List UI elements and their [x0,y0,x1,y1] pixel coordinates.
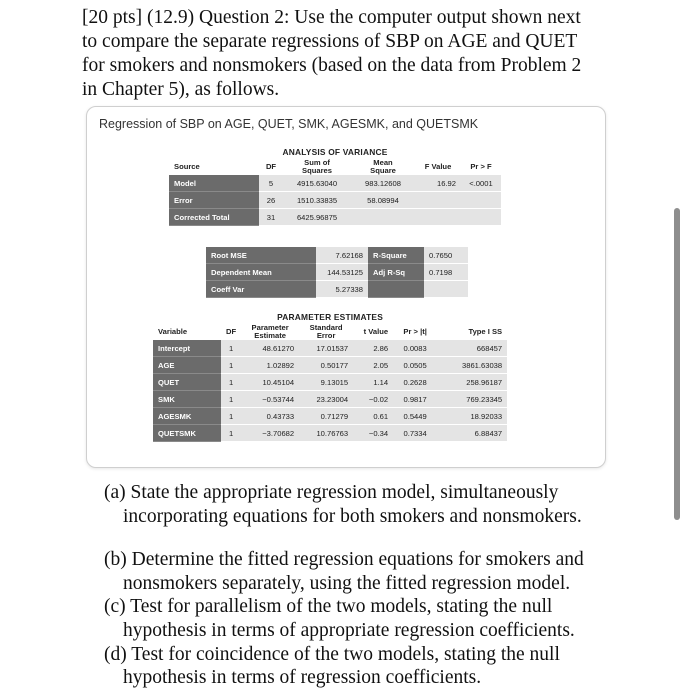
params-se: 23.23004 [299,391,353,408]
fit-label [368,281,424,298]
question-parts [104,481,644,690]
params-p: 0.7334 [393,425,437,442]
params-df: 1 [221,340,241,357]
params-df: 1 [221,374,241,391]
anova-ss: 4915.63040 [283,175,351,192]
params-p: 0.5449 [393,408,437,425]
params-t: 2.05 [353,357,393,374]
params-df: 1 [221,408,241,425]
question-line: [20 pts] (12.9) Question 2: Use the computer output shown next [82,7,581,28]
anova-header-p: Pr > F [461,159,501,175]
fit-value: 144.53125 [316,264,368,281]
anova-ss: 1510.33835 [283,192,351,209]
fit-statistics-table [206,247,468,298]
params-ss: 769.23345 [437,391,507,408]
anova-header-ss: Sum of Squares [283,159,351,175]
anova-caption: ANALYSIS OF VARIANCE [282,147,388,157]
params-header-df: DF [221,324,241,340]
params-variable: Intercept [153,340,221,357]
anova-ss: 6425.96875 [283,209,351,226]
params-t: −0.34 [353,425,393,442]
params-row [153,357,507,374]
fit-label: Root MSE [206,247,316,264]
vertical-scrollbar[interactable] [674,208,680,520]
anova-df: 31 [259,209,283,226]
anova-df: 26 [259,192,283,209]
params-p: 0.2628 [393,374,437,391]
part-c-line: (c) Test for parallelism of the two models, stating the null [104,596,553,618]
part-b-line: nonsmokers separately, using the fitted regression model. [123,572,571,594]
params-t: −0.02 [353,391,393,408]
anova-header-source: Source [169,159,259,175]
anova-row [169,192,501,209]
params-se: 17.01537 [299,340,353,357]
params-p: 0.0505 [393,357,437,374]
params-header-t: t Value [353,324,393,340]
params-df: 1 [221,391,241,408]
part-b [104,548,644,595]
anova-header-row [169,159,501,175]
fit-label: R-Square [368,247,424,264]
params-se: 9.13015 [299,374,353,391]
question-line: for smokers and nonsmokers (based on the data from Problem 2 [82,55,582,76]
params-estimate: 1.02892 [241,357,299,374]
params-caption: PARAMETER ESTIMATES [277,312,383,322]
params-estimate: 10.45104 [241,374,299,391]
params-variable: AGE [153,357,221,374]
question-text [82,6,642,102]
anova-row [169,209,501,226]
params-header-ss: Type I SS [437,324,507,340]
part-c-line: hypothesis in terms of appropriate regression coefficients. [123,619,575,641]
params-header-estimate: Parameter Estimate [241,324,299,340]
anova-f [415,192,461,209]
params-ss: 18.92033 [437,408,507,425]
fit-label: Adj R-Sq [368,264,424,281]
anova-ms [351,209,415,226]
params-variable: SMK [153,391,221,408]
params-ss: 6.88437 [437,425,507,442]
anova-df: 5 [259,175,283,192]
anova-f [415,209,461,226]
params-se: 10.76763 [299,425,353,442]
params-ss: 3861.63038 [437,357,507,374]
fit-value [424,281,468,298]
params-header-se: Standard Error [299,324,353,340]
anova-table [169,147,501,226]
anova-header-ms: Mean Square [351,159,415,175]
anova-source: Corrected Total [169,209,259,226]
anova-row [169,175,501,192]
anova-ms: 983.12608 [351,175,415,192]
params-header-row [153,324,507,340]
params-row [153,340,507,357]
part-a [104,481,644,528]
params-estimate: −3.70682 [241,425,299,442]
params-row [153,374,507,391]
params-variable: AGESMK [153,408,221,425]
part-c [104,595,644,642]
question-line: in Chapter 5), as follows. [82,79,280,100]
fit-row [206,247,468,264]
fit-row [206,281,468,298]
anova-p [461,209,501,226]
anova-p [461,192,501,209]
part-b-line: (b) Determine the fitted regression equations for smokers and [104,549,584,571]
part-d-line: (d) Test for coincidence of the two models, stating the null [104,643,560,665]
params-p: 0.0083 [393,340,437,357]
fit-label: Dependent Mean [206,264,316,281]
params-se: 0.71279 [299,408,353,425]
anova-source: Error [169,192,259,209]
params-variable: QUETSMK [153,425,221,442]
params-variable: QUET [153,374,221,391]
params-df: 1 [221,425,241,442]
params-header-variable: Variable [153,324,221,340]
fit-value: 7.62168 [316,247,368,264]
part-d-line: hypothesis in terms of regression coefficients. [123,667,482,689]
params-t: 2.86 [353,340,393,357]
part-a-line: (a) State the appropriate regression model, simultaneously [104,482,559,503]
params-header-p: Pr > |t| [393,324,437,340]
parameter-estimates-table [153,312,507,442]
params-estimate: 48.61270 [241,340,299,357]
fit-label: Coeff Var [206,281,316,298]
params-p: 0.9817 [393,391,437,408]
computer-output-panel [86,106,606,468]
params-row [153,408,507,425]
part-a-line: incorporating equations for both smokers and nonsmokers. [123,505,582,527]
params-t: 1.14 [353,374,393,391]
fit-value: 0.7198 [424,264,468,281]
anova-f: 16.92 [415,175,461,192]
anova-source: Model [169,175,259,192]
fit-value: 0.7650 [424,247,468,264]
params-se: 0.50177 [299,357,353,374]
anova-ms: 58.08994 [351,192,415,209]
params-estimate: −0.53744 [241,391,299,408]
params-df: 1 [221,357,241,374]
anova-header-f: F Value [415,159,461,175]
params-row [153,391,507,408]
question-line: to compare the separate regressions of SBP on AGE and QUET [82,31,578,52]
params-ss: 258.96187 [437,374,507,391]
anova-p: <.0001 [461,175,501,192]
part-d [104,643,644,690]
output-title: Regression of SBP on AGE, QUET, SMK, AGESMK, and QUETSMK [99,117,479,131]
params-t: 0.61 [353,408,393,425]
anova-header-df: DF [259,159,283,175]
fit-row [206,264,468,281]
params-ss: 668457 [437,340,507,357]
params-estimate: 0.43733 [241,408,299,425]
params-row [153,425,507,442]
fit-value: 5.27338 [316,281,368,298]
